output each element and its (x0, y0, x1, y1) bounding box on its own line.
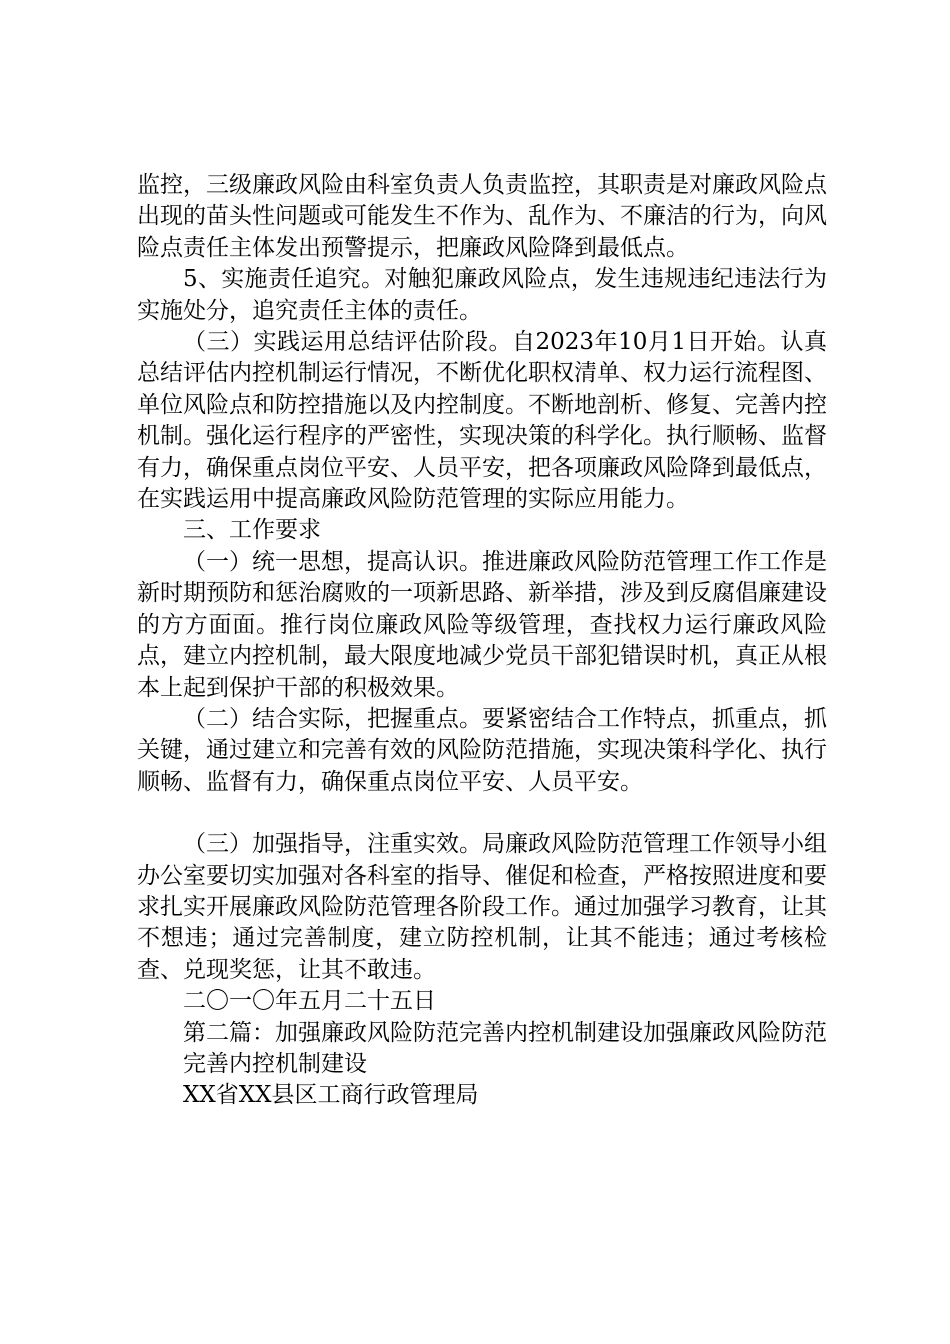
paragraph-requirement-one: （一）统一思想，提高认识。推进廉政风险防范管理工作工作是新时期预防和惩治腐败的一项新思路、新举措，涉及到反腐倡廉建设的方方面面。推行岗位廉政风险等级管理，查找权力运行廉政风险点，建立内控机制，最大限度地减少党员干部犯错误时机，真正从根本上起到保护干部的积极效果。 (137, 548, 827, 701)
paragraph-requirement-three: （三）加强指导，注重实效。局廉政风险防范管理工作领导小组办公室要切实加强对各科室的指导、催促和检查，严格按照进度和要求扎实开展廉政风险防范管理各阶段工作。通过加强学习教育，让其不想违；通过完善制度，建立防控机制，让其不能违；通过考核检查、兑现奖惩，让其不敢违。 (137, 831, 827, 983)
document-body (137, 170, 827, 1112)
section-heading-work-requirements: 三、工作要求 (183, 517, 321, 544)
issuing-organization: XX省XX县区工商行政管理局 (183, 1082, 479, 1109)
document-date: 二〇一〇年五月二十五日 (183, 988, 436, 1015)
second-article-title: 第二篇：加强廉政风险防范完善内控机制建设加强廉政风险防范 (183, 1019, 827, 1046)
paragraph-phase-three: （三）实践运用总结评估阶段。自2023年10月1日开始。认真总结评估内控机制运行情况，不断优化职权清单、权力运行流程图、单位风险点和防控措施以及内控制度。不断地剖析、修复、完善内控机制。强化运行程序的严密性，实现决策的科学化。执行顺畅、监督有力，确保重点岗位平安、人员平安，把各项廉政风险降到最低点，在实践运用中提高廉政风险防范管理的实际应用能力。 (137, 329, 827, 513)
paragraph-accountability: 5、实施责任追究。对触犯廉政风险点，发生违规违纪违法行为实施处分，追究责任主体的责任。 (137, 266, 827, 324)
blank-line (137, 798, 827, 829)
paragraph-risk-monitoring: 监控，三级廉政风险由科室负责人负责监控，其职责是对廉政风险点出现的苗头性问题或可能发生不作为、乱作为、不廉洁的行为，向风险点责任主体发出预警提示，把廉政风险降到最低点。 (137, 172, 827, 261)
paragraph-requirement-two: （二）结合实际，把握重点。要紧密结合工作特点，抓重点，抓关键，通过建立和完善有效的风险防范措施，实现决策科学化、执行顺畅、监督有力，确保重点岗位平安、人员平安。 (137, 705, 827, 795)
second-article-subtitle: 完善内控机制建设 (183, 1050, 367, 1077)
